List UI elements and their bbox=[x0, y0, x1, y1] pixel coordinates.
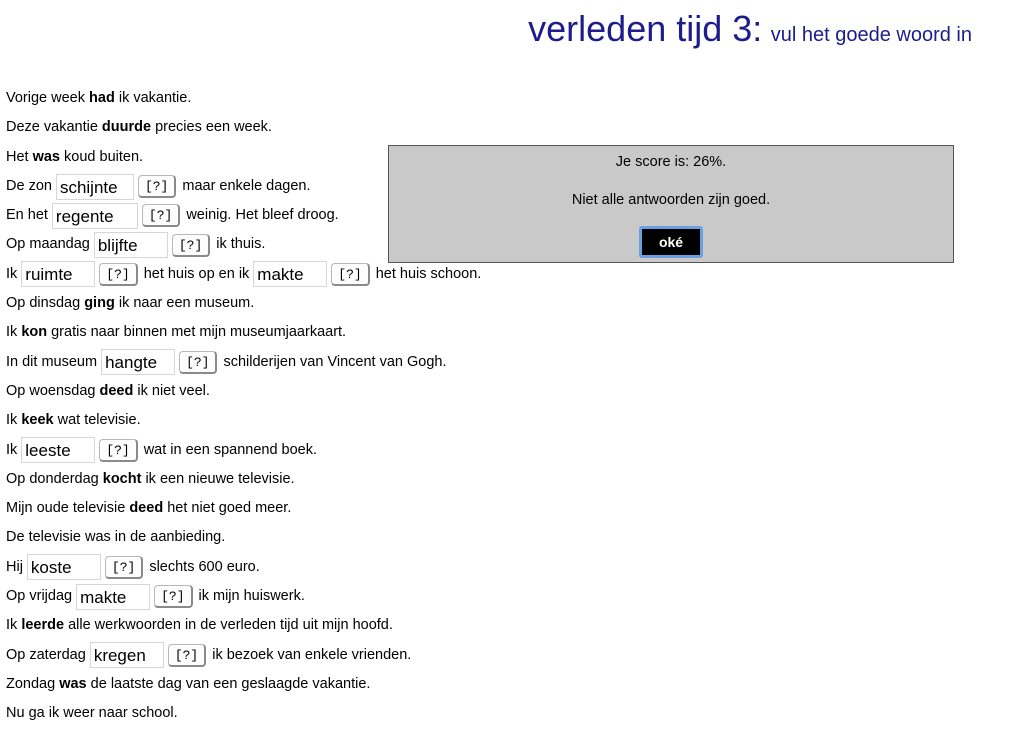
sentence-text: Ik bbox=[6, 441, 18, 458]
sentence-text: Vorige week bbox=[6, 90, 90, 106]
answer-input[interactable]: regente bbox=[52, 203, 138, 229]
exercise-line bbox=[6, 465, 481, 494]
answer-input[interactable]: blijfte bbox=[94, 232, 168, 258]
sentence-text: Nu ga ik weer naar school. bbox=[6, 705, 178, 722]
exercise-line bbox=[6, 582, 481, 611]
exercise-line bbox=[6, 377, 481, 406]
sentence-text: precies een week. bbox=[151, 119, 272, 136]
hint-button[interactable]: [?] bbox=[138, 175, 176, 198]
answer-input[interactable]: makte bbox=[253, 261, 327, 287]
exercise-line bbox=[6, 318, 481, 347]
verb-word: kon bbox=[21, 324, 48, 341]
sentence-text: De televisie was in de aanbieding. bbox=[6, 529, 226, 546]
sentence-text: ik vakantie. bbox=[114, 90, 192, 106]
sentence-text: ik niet veel. bbox=[133, 382, 210, 399]
sentence-text: gratis naar binnen met mijn museumjaarkaart. bbox=[47, 324, 347, 341]
sentence-text: Op dinsdag bbox=[6, 295, 85, 312]
exercise-line bbox=[6, 670, 481, 699]
verb-word: duurde bbox=[101, 119, 152, 136]
sentence-text: Op vrijdag bbox=[6, 588, 73, 605]
sentence-text: alle werkwoorden in de verleden tijd uit mijn hoofd. bbox=[64, 617, 393, 634]
sentence-text: Ik bbox=[6, 324, 22, 341]
sentence-text: Mijn oude televisie bbox=[6, 500, 130, 517]
answer-input[interactable]: koste bbox=[27, 554, 101, 580]
hint-button[interactable]: [?] bbox=[179, 351, 217, 374]
sentence-text: Ik bbox=[6, 265, 18, 282]
sentence-text: ik mijn huiswerk. bbox=[198, 588, 305, 605]
exercise-line bbox=[6, 699, 481, 728]
sentence-text: het huis op en ik bbox=[143, 265, 250, 282]
title-main: verleden tijd 3: bbox=[528, 8, 763, 49]
verb-word: leerde bbox=[21, 617, 65, 634]
exercise-line bbox=[6, 260, 481, 289]
title-subtitle: vul het goede woord in bbox=[770, 24, 972, 46]
sentence-text: Zondag bbox=[6, 675, 60, 692]
hint-button[interactable]: [?] bbox=[99, 439, 137, 462]
verb-word: deed bbox=[129, 500, 164, 517]
sentence-text: wat televisie. bbox=[53, 412, 141, 429]
sentence-text: koud buiten. bbox=[60, 148, 144, 165]
exercise-line bbox=[6, 641, 481, 670]
sentence-text: Op zaterdag bbox=[6, 646, 86, 663]
sentence-text: En het bbox=[6, 207, 48, 224]
answer-input[interactable]: makte bbox=[76, 584, 150, 610]
verb-word: was bbox=[59, 675, 87, 692]
sentence-text: Ik bbox=[6, 412, 22, 429]
sentence-text: Het bbox=[6, 148, 33, 165]
exercise-line bbox=[6, 406, 481, 435]
sentence-text: het niet goed meer. bbox=[163, 500, 292, 517]
answer-input[interactable]: ruimte bbox=[21, 261, 95, 287]
sentence-text: maar enkele dagen. bbox=[182, 177, 311, 194]
ok-button[interactable]: oké bbox=[639, 226, 703, 258]
page-title bbox=[528, 8, 972, 50]
feedback-message: Niet alle antwoorden zijn goed. bbox=[571, 192, 771, 208]
exercise-line bbox=[6, 523, 481, 552]
sentence-text: het huis schoon. bbox=[375, 265, 482, 282]
sentence-text: ik thuis. bbox=[216, 236, 266, 253]
exercise-line bbox=[6, 494, 481, 523]
hint-button[interactable]: [?] bbox=[172, 234, 210, 257]
sentence-text: Deze vakantie bbox=[6, 119, 102, 136]
sentence-text: Ik bbox=[6, 617, 22, 634]
hint-button[interactable]: [?] bbox=[142, 204, 180, 227]
verb-word: was bbox=[32, 148, 61, 165]
hint-button[interactable]: [?] bbox=[168, 644, 206, 667]
sentence-text: De zon bbox=[6, 177, 52, 194]
hint-button[interactable]: [?] bbox=[105, 556, 143, 579]
score-dialog bbox=[388, 145, 954, 263]
exercise-line bbox=[6, 84, 481, 113]
hint-button[interactable]: [?] bbox=[99, 263, 137, 286]
sentence-text: ik bezoek van enkele vrienden. bbox=[212, 646, 412, 663]
hint-button[interactable]: [?] bbox=[154, 585, 192, 608]
exercise-line bbox=[6, 553, 481, 582]
answer-input[interactable]: leeste bbox=[21, 437, 95, 463]
answer-input[interactable]: hangte bbox=[101, 349, 175, 375]
sentence-text: ik een nieuwe televisie. bbox=[141, 470, 295, 487]
answer-input[interactable]: schijnte bbox=[56, 174, 134, 200]
hint-button[interactable]: [?] bbox=[331, 263, 369, 286]
sentence-text: Op donderdag bbox=[6, 470, 103, 487]
verb-word: deed bbox=[99, 382, 134, 399]
sentence-text: Op woensdag bbox=[6, 382, 100, 399]
sentence-text: slechts 600 euro. bbox=[149, 558, 260, 575]
exercise-line bbox=[6, 611, 481, 640]
sentence-text: weinig. Het bleef droog. bbox=[186, 207, 339, 224]
verb-word: kocht bbox=[102, 470, 142, 487]
exercise-line bbox=[6, 113, 481, 142]
answer-input[interactable]: kregen bbox=[90, 642, 164, 668]
sentence-text: wat in een spannend boek. bbox=[143, 441, 318, 458]
exercise-line bbox=[6, 436, 481, 465]
sentence-text: de laatste dag van een geslaagde vakantie. bbox=[86, 675, 371, 692]
verb-word: keek bbox=[21, 412, 54, 429]
sentence-text: schilderijen van Vincent van Gogh. bbox=[223, 353, 447, 370]
verb-word: ging bbox=[84, 295, 115, 312]
score-text: Je score is: 26%. bbox=[615, 154, 727, 170]
sentence-text: Op maandag bbox=[6, 236, 90, 253]
verb-word: had bbox=[89, 90, 115, 106]
sentence-text: ik naar een museum. bbox=[114, 295, 255, 312]
exercise-line bbox=[6, 348, 481, 377]
sentence-text: Hij bbox=[6, 558, 23, 575]
sentence-text: In dit museum bbox=[6, 353, 98, 370]
exercise-line bbox=[6, 289, 481, 318]
